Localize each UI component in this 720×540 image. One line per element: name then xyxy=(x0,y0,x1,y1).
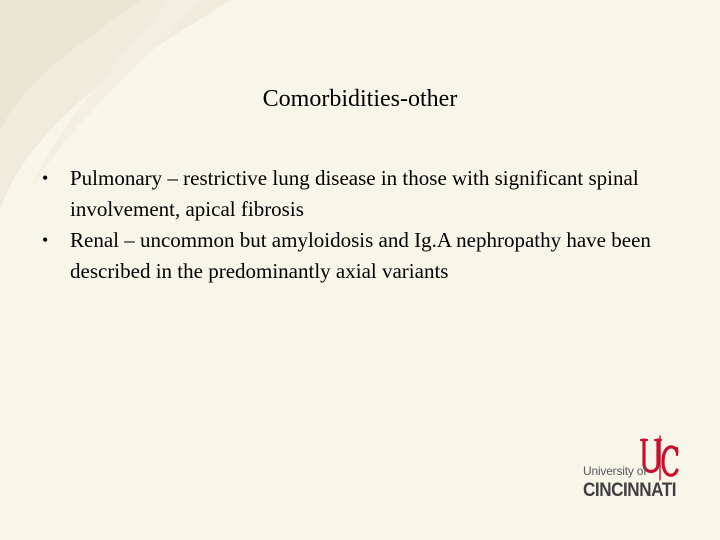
bullet-item-pulmonary xyxy=(40,163,690,225)
logo-cincinnati-text: CINCINNATI xyxy=(583,480,677,501)
bullet-text-pulmonary: Pulmonary – restrictive lung disease in those with significant spinal involvement, apical fibrosis xyxy=(70,166,639,221)
bullet-text-renal: Renal – uncommon but amyloidosis and Ig.A nephropathy have been described in the predominantly axial variants xyxy=(70,228,651,283)
bullet-marker: • xyxy=(42,230,49,250)
university-of-cincinnati-logo xyxy=(583,434,693,509)
bullet-marker: • xyxy=(42,168,49,188)
logo-university-of-text: University of xyxy=(583,464,647,478)
slide-title-text: Comorbidities-other xyxy=(262,86,458,112)
bullet-list xyxy=(40,163,690,287)
slide-title xyxy=(0,84,720,114)
bullet-item-renal xyxy=(40,225,690,287)
